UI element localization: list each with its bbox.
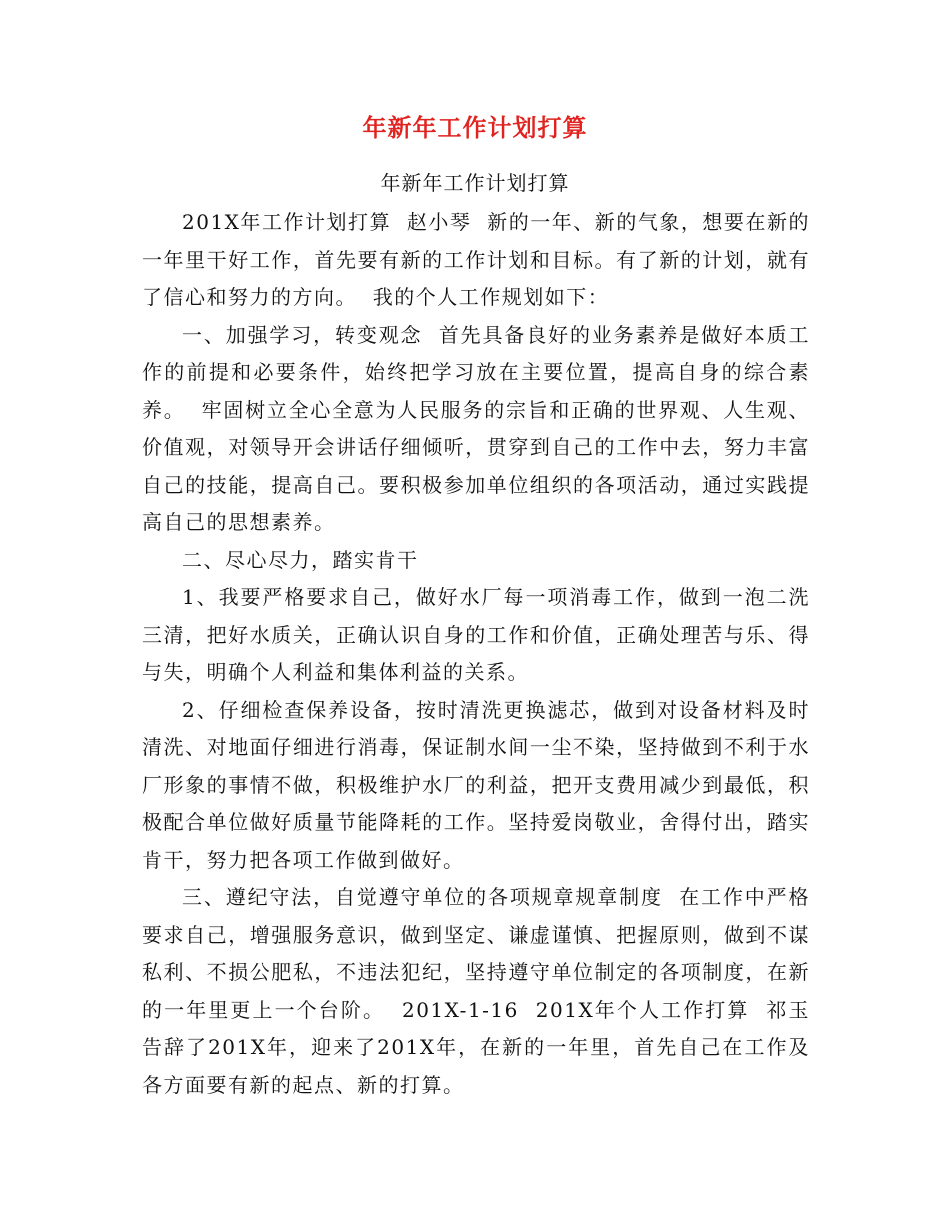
paragraph-item-two: 2、仔细检查保养设备，按时清洗更换滤芯，做到对设备材料及时清洗、对地面仔细进行消毒，保证制水间一尘不染，坚持做到不利于水厂形象的事情不做，积极维护水厂的利益，把开支费用减少到最低，积极配合单位做好质量节能降耗的工作。坚持爱岗敬业，舍得付出，踏实肯干，努力把各项工作做到做好。 <box>142 697 810 872</box>
paragraph-section-two-heading: 二、尽心尽力，踏实肯干 <box>182 547 419 572</box>
document-subtitle: 年新年工作计划打算 <box>380 171 570 195</box>
paragraph-section-one: 一、加强学习，转变观念 首先具备良好的业务素养是做好本质工作的前提和必要条件，始终把学习放在主要位置，提高自身的综合素养。 牢固树立全心全意为人民服务的宗旨和正确的世界观、人生观、价值观，对领导开会讲话仔细倾听，贯穿到自己的工作中去，努力丰富自己的技能，提高自己。要积极参加单位组织的各项活动，通过实践提高自己的思想素养。 <box>142 322 810 534</box>
paragraph-item-one: 1、我要严格要求自己，做好水厂每一项消毒工作，做到一泡二洗三清，把好水质关，正确认识自身的工作和价值，正确处理苦与乐、得与失，明确个人利益和集体利益的关系。 <box>142 585 810 684</box>
document-body <box>142 204 826 1104</box>
document-title: 年新年工作计划打算 <box>362 113 588 142</box>
paragraph-intro: 201X年工作计划打算 赵小琴 新的一年、新的气象，想要在新的一年里干好工作，首先要有新的工作计划和目标。有了新的计划，就有了信心和努力的方向。 我的个人工作规划如下： <box>142 210 810 309</box>
paragraph-section-three: 三、遵纪守法，自觉遵守单位的各项规章规章制度 在工作中严格要求自己，增强服务意识，做到坚定、谦虚谨慎、把握原则，做到不谋私利、不损公肥私，不违法犯纪，坚持遵守单位制定的各项制度，在新的一年里更上一个台阶。 201X-1-16 201X年个人工作打算 祁玉 告辞了201X年，迎来了201X年，在新的一年里，首先自己在工作及各方面要有新的起点、新的打算。 <box>142 885 826 1097</box>
